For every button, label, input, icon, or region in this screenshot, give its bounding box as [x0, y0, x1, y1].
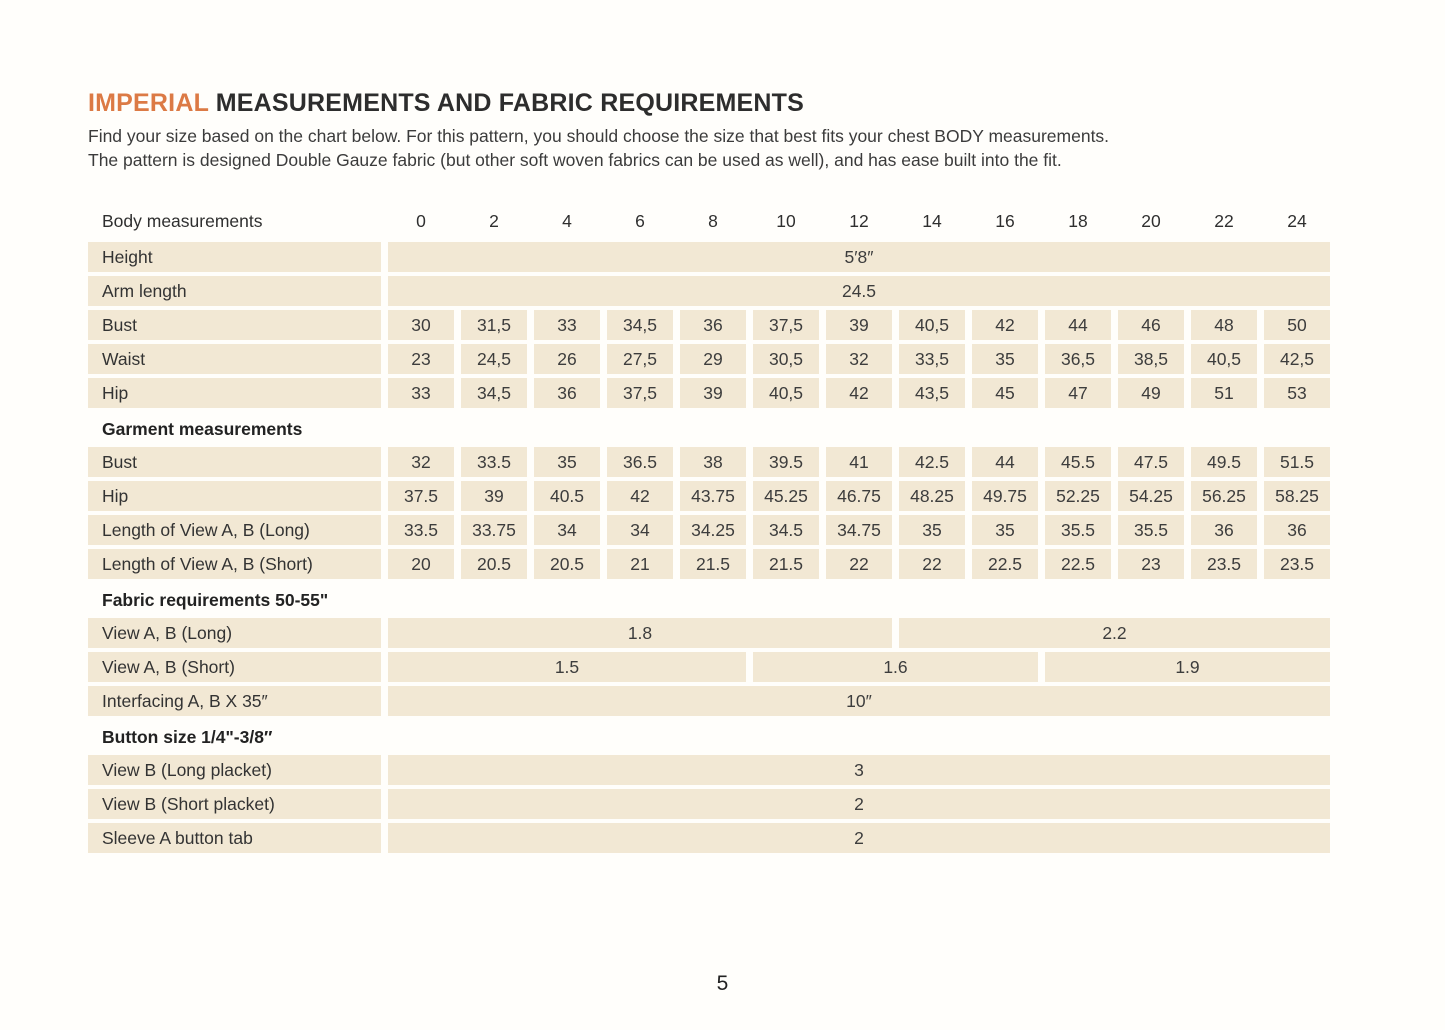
row-label: Interfacing A, B X 35″	[88, 686, 381, 716]
row-label: Length of View A, B (Short)	[88, 549, 381, 579]
row-label: View A, B (Short)	[88, 652, 381, 682]
value-cell: 36,5	[1045, 344, 1111, 374]
value-cell: 51	[1191, 378, 1257, 408]
section-header: Garment measurements	[102, 419, 303, 439]
value-cell: 22.5	[972, 549, 1038, 579]
intro-line-2: The pattern is designed Double Gauze fabric (but other soft woven fabrics can be used as well), and has ease built into the fit.	[88, 149, 1062, 170]
size-column-header: 16	[995, 210, 1015, 231]
value-cell: 47	[1045, 378, 1111, 408]
value-cell: 46	[1118, 310, 1184, 340]
value-cell: 42	[607, 481, 673, 511]
value-cell: 22	[826, 549, 892, 579]
value-cell: 49.75	[972, 481, 1038, 511]
value-cell: 42,5	[1264, 344, 1330, 374]
value-cell: 50	[1264, 310, 1330, 340]
value-cell: 34	[607, 515, 673, 545]
value-cell: 46.75	[826, 481, 892, 511]
value-cell: 40,5	[1191, 344, 1257, 374]
value-cell: 35	[899, 515, 965, 545]
value-cell: 45	[972, 378, 1038, 408]
row-label: Sleeve A button tab	[88, 823, 381, 853]
value-cell: 35.5	[1118, 515, 1184, 545]
row-label: Bust	[88, 310, 381, 340]
title-rest: MEASUREMENTS AND FABRIC REQUIREMENTS	[208, 89, 804, 117]
value-cell: 44	[972, 447, 1038, 477]
value-cell: 35	[972, 344, 1038, 374]
value-cell: 34.25	[680, 515, 746, 545]
intro-line-1: Find your size based on the chart below. For this pattern, you should choose the size that best fits your chest BODY measurements.	[88, 126, 1110, 146]
value-cell: 45.5	[1045, 447, 1111, 477]
value-cell: 51.5	[1264, 447, 1330, 477]
row-label: Arm length	[88, 276, 381, 306]
value-cell: 21	[607, 549, 673, 579]
value-cell: 39	[680, 378, 746, 408]
value-cell: 48	[1191, 310, 1257, 340]
value-cell: 56.25	[1191, 481, 1257, 511]
page-number: 5	[716, 972, 729, 995]
value-cell: 52.25	[1045, 481, 1111, 511]
value-cell: 35	[972, 515, 1038, 545]
size-column-header: 0	[416, 210, 426, 231]
value-cell: 22.5	[1045, 549, 1111, 579]
value-cell: 20	[388, 549, 454, 579]
value-cell: 39	[461, 481, 527, 511]
size-table	[88, 204, 1330, 853]
size-column-header: 4	[562, 210, 572, 231]
value-cell: 27,5	[607, 344, 673, 374]
value-span-cell: 5′8″	[388, 242, 1330, 272]
value-cell: 34,5	[607, 310, 673, 340]
value-cell: 30,5	[753, 344, 819, 374]
value-cell: 21.5	[680, 549, 746, 579]
value-cell: 44	[1045, 310, 1111, 340]
section-header: Button size 1/4"-3/8″	[102, 727, 273, 747]
value-cell: 36	[1191, 515, 1257, 545]
size-column-header: 6	[635, 210, 645, 231]
value-span-cell: 24.5	[388, 276, 1330, 306]
row-label: Hip	[88, 481, 381, 511]
size-column-header: 2	[489, 210, 499, 231]
size-column-header: 18	[1068, 210, 1088, 231]
value-span-cell: 1.5	[388, 652, 746, 682]
row-label: Waist	[88, 344, 381, 374]
value-cell: 31,5	[461, 310, 527, 340]
section-header: Fabric requirements 50-55"	[102, 590, 329, 610]
row-label: Length of View A, B (Long)	[88, 515, 381, 545]
value-cell: 37,5	[607, 378, 673, 408]
value-span-cell: 2.2	[899, 618, 1330, 648]
row-label: Height	[88, 242, 381, 272]
value-cell: 35.5	[1045, 515, 1111, 545]
value-cell: 23.5	[1264, 549, 1330, 579]
value-span-cell: 2	[388, 789, 1330, 819]
value-cell: 37.5	[388, 481, 454, 511]
value-cell: 40,5	[899, 310, 965, 340]
value-span-cell: 10″	[388, 686, 1330, 716]
value-cell: 36.5	[607, 447, 673, 477]
value-cell: 36	[1264, 515, 1330, 545]
row-label: Hip	[88, 378, 381, 408]
size-column-header: 22	[1214, 210, 1234, 231]
column-header-label: Body measurements	[102, 210, 263, 231]
size-column-header: 20	[1141, 210, 1161, 231]
value-span-cell: 2	[388, 823, 1330, 853]
value-cell: 41	[826, 447, 892, 477]
value-cell: 39.5	[753, 447, 819, 477]
value-cell: 33	[388, 378, 454, 408]
value-cell: 23.5	[1191, 549, 1257, 579]
value-cell: 29	[680, 344, 746, 374]
intro-paragraph	[88, 125, 1348, 172]
value-cell: 43,5	[899, 378, 965, 408]
value-cell: 33	[534, 310, 600, 340]
value-cell: 49	[1118, 378, 1184, 408]
value-cell: 49.5	[1191, 447, 1257, 477]
value-cell: 40.5	[534, 481, 600, 511]
value-cell: 39	[826, 310, 892, 340]
value-cell: 42	[972, 310, 1038, 340]
value-cell: 32	[826, 344, 892, 374]
value-span-cell: 1.8	[388, 618, 892, 648]
row-label: View B (Long placket)	[88, 755, 381, 785]
size-column-header: 14	[922, 210, 942, 231]
value-cell: 33.75	[461, 515, 527, 545]
value-cell: 36	[534, 378, 600, 408]
value-cell: 58.25	[1264, 481, 1330, 511]
value-span-cell: 1.6	[753, 652, 1038, 682]
value-cell: 26	[534, 344, 600, 374]
value-cell: 23	[1118, 549, 1184, 579]
value-cell: 42.5	[899, 447, 965, 477]
value-cell: 34.75	[826, 515, 892, 545]
value-cell: 38	[680, 447, 746, 477]
page-title	[88, 88, 1348, 118]
value-cell: 38,5	[1118, 344, 1184, 374]
value-cell: 34	[534, 515, 600, 545]
value-cell: 24,5	[461, 344, 527, 374]
value-cell: 48.25	[899, 481, 965, 511]
value-cell: 53	[1264, 378, 1330, 408]
value-cell: 21.5	[753, 549, 819, 579]
value-cell: 34,5	[461, 378, 527, 408]
value-cell: 43.75	[680, 481, 746, 511]
value-cell: 54.25	[1118, 481, 1184, 511]
value-cell: 47.5	[1118, 447, 1184, 477]
value-cell: 33.5	[461, 447, 527, 477]
value-cell: 33.5	[388, 515, 454, 545]
value-cell: 20.5	[534, 549, 600, 579]
size-column-header: 10	[776, 210, 796, 231]
size-column-header: 8	[708, 210, 718, 231]
value-cell: 20.5	[461, 549, 527, 579]
value-cell: 40,5	[753, 378, 819, 408]
value-cell: 32	[388, 447, 454, 477]
value-cell: 22	[899, 549, 965, 579]
value-cell: 37,5	[753, 310, 819, 340]
value-cell: 36	[680, 310, 746, 340]
value-cell: 30	[388, 310, 454, 340]
value-cell: 45.25	[753, 481, 819, 511]
value-cell: 33,5	[899, 344, 965, 374]
value-span-cell: 1.9	[1045, 652, 1330, 682]
value-cell: 23	[388, 344, 454, 374]
value-cell: 42	[826, 378, 892, 408]
title-highlight: IMPERIAL	[88, 89, 209, 117]
value-cell: 34.5	[753, 515, 819, 545]
value-span-cell: 3	[388, 755, 1330, 785]
page-content	[88, 88, 1348, 853]
value-cell: 35	[534, 447, 600, 477]
row-label: Bust	[88, 447, 381, 477]
size-column-header: 24	[1287, 210, 1307, 231]
size-column-header: 12	[849, 210, 869, 231]
row-label: View A, B (Long)	[88, 618, 381, 648]
row-label: View B (Short placket)	[88, 789, 381, 819]
